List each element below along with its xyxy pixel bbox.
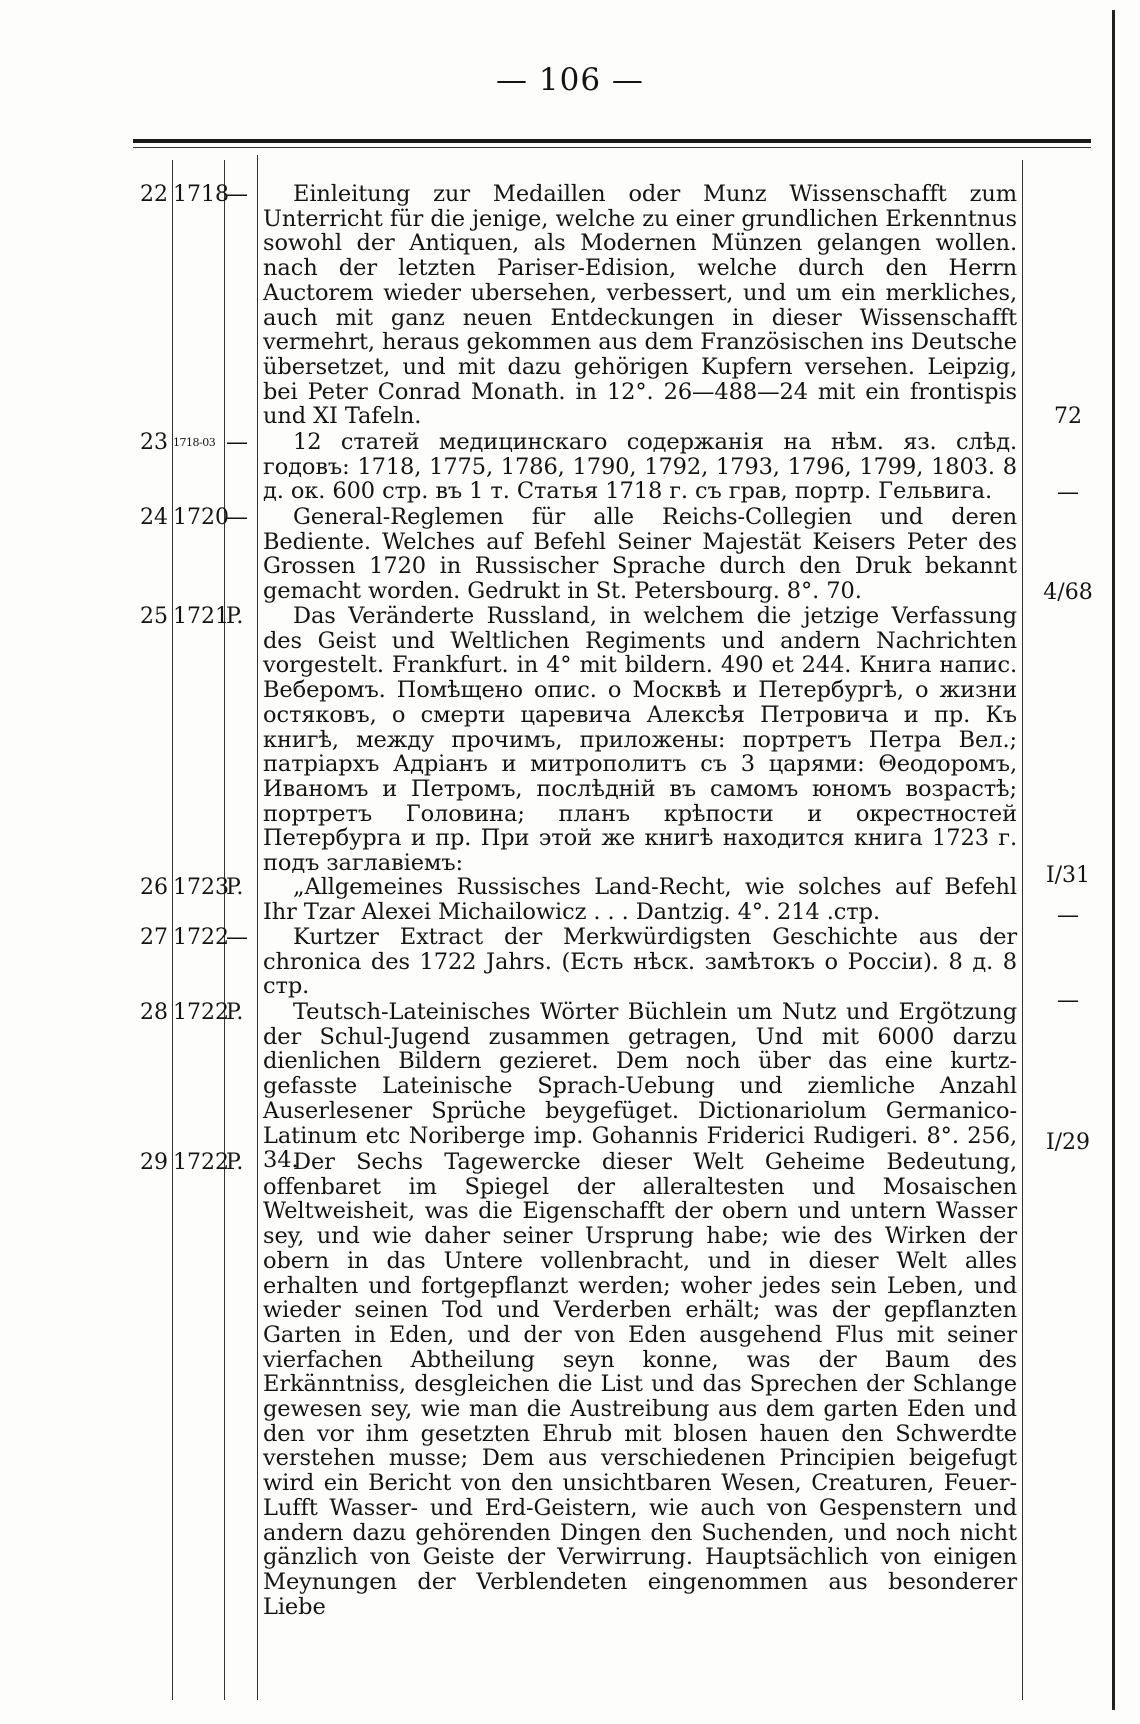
entry-text: Kurtzer Extract der Merkwürdigsten Geschichte aus der chronica des 1722 Jahrs. (Есть нѣск. замѣтокъ о Россіи). 8 д. 8 стр. bbox=[263, 924, 1017, 1000]
page-number: — 106 — bbox=[496, 62, 644, 98]
entry-year: 1720 bbox=[173, 505, 229, 530]
entry-mark: — bbox=[226, 430, 248, 455]
entry-text: Teutsch-Lateinisches Wörter Büchlein um Nutz und Ergötzung der Schul-Jugend zusammen getragen, Und mit 6000 darzu dienlichen Bildern gezieret. Dem noch über das eine kurtz-gefasste Lateinische Sprach-Uebung und ziemliche Anzahl Auserlesener Sprüche beygefüget. Dictionariolum Germanico-Latinum etc Noriberge imp. Gohannis Friderici Rudigeri. 8°. 256, 34. bbox=[263, 999, 1017, 1174]
entry-side-note: — bbox=[1057, 903, 1079, 928]
entry-mark: P. bbox=[226, 604, 244, 629]
entry-mark: — bbox=[226, 182, 248, 207]
entry-text: General-Reglemen für alle Reichs-Collegien und deren Bediente. Welches auf Befehl Seiner Majestät Keisers Peter des Grossen 1720 in Russischer Sprache durch den Druk bekannt gemacht worden. Gedrukt in St. Petersbourg. 8°. 70. bbox=[263, 504, 1017, 605]
header-rule-thin bbox=[133, 147, 1091, 148]
entry-year: 1722 bbox=[173, 925, 229, 950]
entry-text: Das Veränderte Russland, in welchem die jetzige Verfassung des Geist und Weltlichen Regiments und andern Nachrichten vorgestelt. Frankfurt. in 4° mit bildern. 490 et 244. Книга напис. Веберомъ. Помѣщено опис. о Москвѣ и Петербургѣ, о жизни остяковъ, о смерти царевича Алексѣя Петровича и пр. Къ книгѣ, между прочимъ, приложены: портретъ Петра Вел.; патріархъ Адріанъ и митрополитъ съ 3 царями: Θеодоромъ, Иваномъ и Петромъ, послѣдній въ самомъ юномъ возрастѣ; портретъ Головина; планъ крѣпости и окрестностей Петербурга и пр. При этой же книгѣ находится книга 1723 г. подъ заглавіемъ: bbox=[263, 603, 1017, 877]
entry-year: 1718-03 bbox=[173, 436, 216, 449]
entry-side-note: 4/68 bbox=[1043, 580, 1093, 605]
entry-text: „Allgemeines Russisches Land-Recht, wie solches auf Befehl Ihr Tzar Alexei Michailowicz . . . Dantzig. 4°. 214 .стр. bbox=[263, 874, 1017, 925]
entry-number: 22 bbox=[140, 182, 168, 207]
entry-side-note: 72 bbox=[1054, 404, 1082, 429]
entry-number: 24 bbox=[140, 505, 168, 530]
entry-year: 1722 bbox=[173, 1000, 229, 1025]
entry-mark: P. bbox=[226, 875, 244, 900]
entry-mark: — bbox=[226, 925, 248, 950]
entry-number: 23 bbox=[140, 430, 168, 455]
entry-text: 12 статей медицинскаго содержанія на нѣм. яз. слѣд. годовъ: 1718, 1775, 1786, 1790, 1792, 1793, 1796, 1799, 1803. 8 д. ок. 600 стр. въ 1 т. Статья 1718 г. съ грав, портр. Гельвига. bbox=[263, 429, 1017, 505]
entry-side-note: — bbox=[1057, 988, 1079, 1013]
column-divider bbox=[1022, 160, 1023, 1700]
entry-side-note: — bbox=[1057, 480, 1079, 505]
entry-side-note: I/29 bbox=[1045, 1130, 1091, 1155]
entry-number: 25 bbox=[140, 604, 168, 629]
entry-number: 28 bbox=[140, 1000, 168, 1025]
entry-year: 1723 bbox=[173, 875, 229, 900]
entry-number: 27 bbox=[140, 925, 168, 950]
entry-text: Einleitung zur Medaillen oder Munz Wissenschafft zum Unterricht für die jenige, welche zu einer grundlichen Erkenntnus sowohl der Antiquen, als Modernen Münzen gelangen wollen. nach der letzten Pariser-Edision, welche durch den Herrn Auctorem wieder ubersehen, verbessert, und um ein merkliches, auch mit ganz neuen Entdeckungen in dieser Wissenschafft vermehrt, heraus gekommen aus dem Französischen ins Deutsche übersetzet, und mit dazu gehörigen Kupfern versehen. Leipzig, bei Peter Conrad Monath. in 12°. 26—488—24 mit ein frontispis und XI Tafeln. bbox=[263, 181, 1017, 430]
entry-number: 29 bbox=[140, 1150, 168, 1175]
header-rule bbox=[133, 139, 1091, 143]
page-edge bbox=[1112, 10, 1115, 1710]
entry-year: 1721 bbox=[173, 604, 229, 629]
entry-year: 1722 bbox=[173, 1150, 229, 1175]
entry-text: Der Sechs Tagewercke dieser Welt Geheime Bedeutung, offenbaret im Spiegel der alleraltesten und Mosaischen Weltweisheit, was die Eigenschafft der obern und untern Wasser sey, und wie daher seiner Ursprung habe; wie des Wirken der obern in das Untere vollenbracht, und in dieser Welt alles erhalten und fortgepflanzt werden; woher jedes sein Leben, und wieder seinen Tod und Verderben erhält; was der gepflanzten Garten in Eden, und der von Eden ausgehend Flus mit seiner vierfachen Abtheilung seyn konne, was der Baum des Erkänntniss, desgleichen die List und das Sprechen der Schlange gewesen sey, wie man die Austreibung aus dem garten Eden und den vor ihm gesetzten Ehrub mit blosen hauen den Schwerdte verstehen musse; Dem aus verschiedenen Principien beigefugt wird ein Bericht von den unsichtbaren Wesen, Creaturen, Feuer-Lufft Wasser- und Erd-Geistern, wie auch von Gespenstern und andern dazu gehörenden Dingen den Suchenden, und noch nicht gänzlich von Geiste der Verwirrung. Hauptsächlich von einigen Meynungen der Verblendeten eingenommen aus besonderer Liebe bbox=[263, 1149, 1017, 1620]
entry-mark: P. bbox=[226, 1150, 244, 1175]
entry-mark: — bbox=[226, 505, 248, 530]
entry-number: 26 bbox=[140, 875, 168, 900]
entry-year: 1718 bbox=[173, 182, 229, 207]
entry-side-note: I/31 bbox=[1045, 863, 1091, 888]
entry-mark: P. bbox=[226, 1000, 244, 1025]
